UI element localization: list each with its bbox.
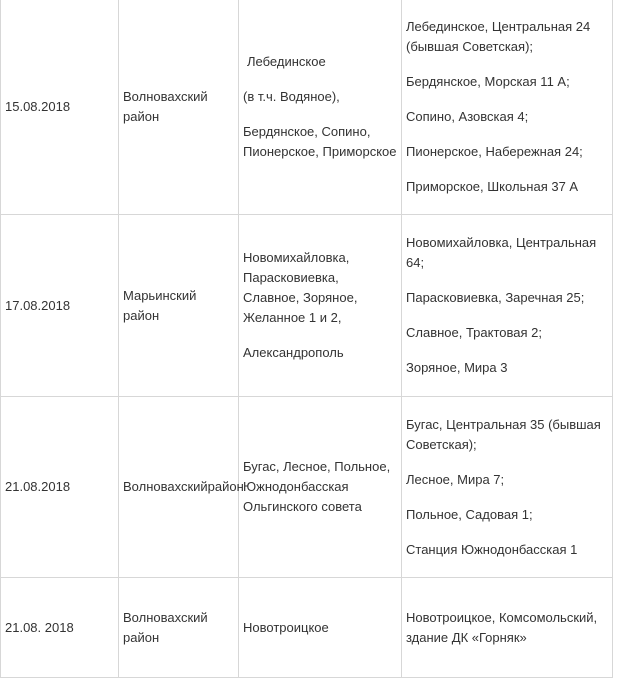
date-text: 15.08.2018 bbox=[5, 99, 71, 114]
address-text: Бердянское, Морская 11 А; bbox=[406, 74, 570, 89]
date-cell bbox=[1, 215, 119, 397]
address-text: Парасковиевка, Заречная 25; bbox=[406, 290, 585, 305]
district-cell bbox=[119, 578, 239, 678]
places-cell bbox=[239, 397, 402, 578]
address-text: Бугас, Центральная 35 (бывшая Советская); bbox=[406, 416, 601, 452]
places-cell bbox=[239, 578, 402, 678]
table-row bbox=[1, 397, 613, 578]
date-text: 17.08.2018 bbox=[5, 297, 71, 313]
district-text: Волновахскийрайон bbox=[123, 479, 244, 494]
table-row bbox=[1, 215, 613, 397]
address-text: Приморское, Школьная 37 А bbox=[406, 179, 579, 194]
table-row bbox=[1, 0, 613, 215]
places-text: Александрополь bbox=[243, 345, 344, 360]
address-text: Зоряное, Мира 3 bbox=[406, 360, 508, 375]
date-cell bbox=[1, 0, 119, 215]
date-cell bbox=[1, 397, 119, 578]
address-text: Польное, Садовая 1; bbox=[406, 506, 533, 522]
address-text: Новомихайловка, Центральная 64; bbox=[406, 235, 597, 270]
district-text: Марьинский район bbox=[123, 287, 197, 323]
address-text: Новотроицкое, Комсомольский, здание ДК «Горняк» bbox=[406, 609, 598, 645]
address-text: Лебединское, Центральная 24 (бывшая Советская); bbox=[406, 19, 591, 54]
places-text: Бердянское, Сопино, Пионерское, Приморское bbox=[243, 124, 397, 159]
places-text: Новомихайловка, Парасковиевка, Славное, Зоряное, Желанное 1 и 2, bbox=[243, 250, 358, 325]
district-text: Волновахский район bbox=[123, 609, 208, 645]
address-text: Пионерское, Набережная 24; bbox=[406, 144, 583, 159]
address-text: Сопино, Азовская 4; bbox=[406, 109, 529, 124]
district-cell bbox=[119, 215, 239, 397]
address-text: Станция Южнодонбасская 1 bbox=[406, 541, 578, 557]
places-cell bbox=[239, 0, 402, 215]
date-text: 21.08.2018 bbox=[5, 479, 71, 494]
district-cell bbox=[119, 397, 244, 578]
address-text: Лесное, Мира 7; bbox=[406, 471, 505, 487]
district-text: Волновахский район bbox=[123, 89, 208, 124]
places-text: Новотроицкое bbox=[243, 619, 329, 635]
district-cell bbox=[119, 0, 239, 215]
address-cell bbox=[402, 0, 613, 215]
places-text: (в т.ч. Водяное), bbox=[243, 89, 340, 104]
places-cell bbox=[239, 215, 402, 397]
date-text: 21.08. 2018 bbox=[5, 619, 74, 635]
address-cell bbox=[402, 215, 613, 397]
date-cell bbox=[1, 578, 119, 678]
places-text: Бугас, Лесное, Польное, Южнодонбасская Ольгинского совета bbox=[243, 459, 391, 514]
places-text: Лебединское bbox=[247, 54, 326, 69]
address-cell bbox=[402, 397, 613, 578]
address-cell bbox=[402, 578, 613, 678]
address-text: Славное, Трактовая 2; bbox=[406, 325, 542, 340]
table-row bbox=[1, 578, 613, 678]
